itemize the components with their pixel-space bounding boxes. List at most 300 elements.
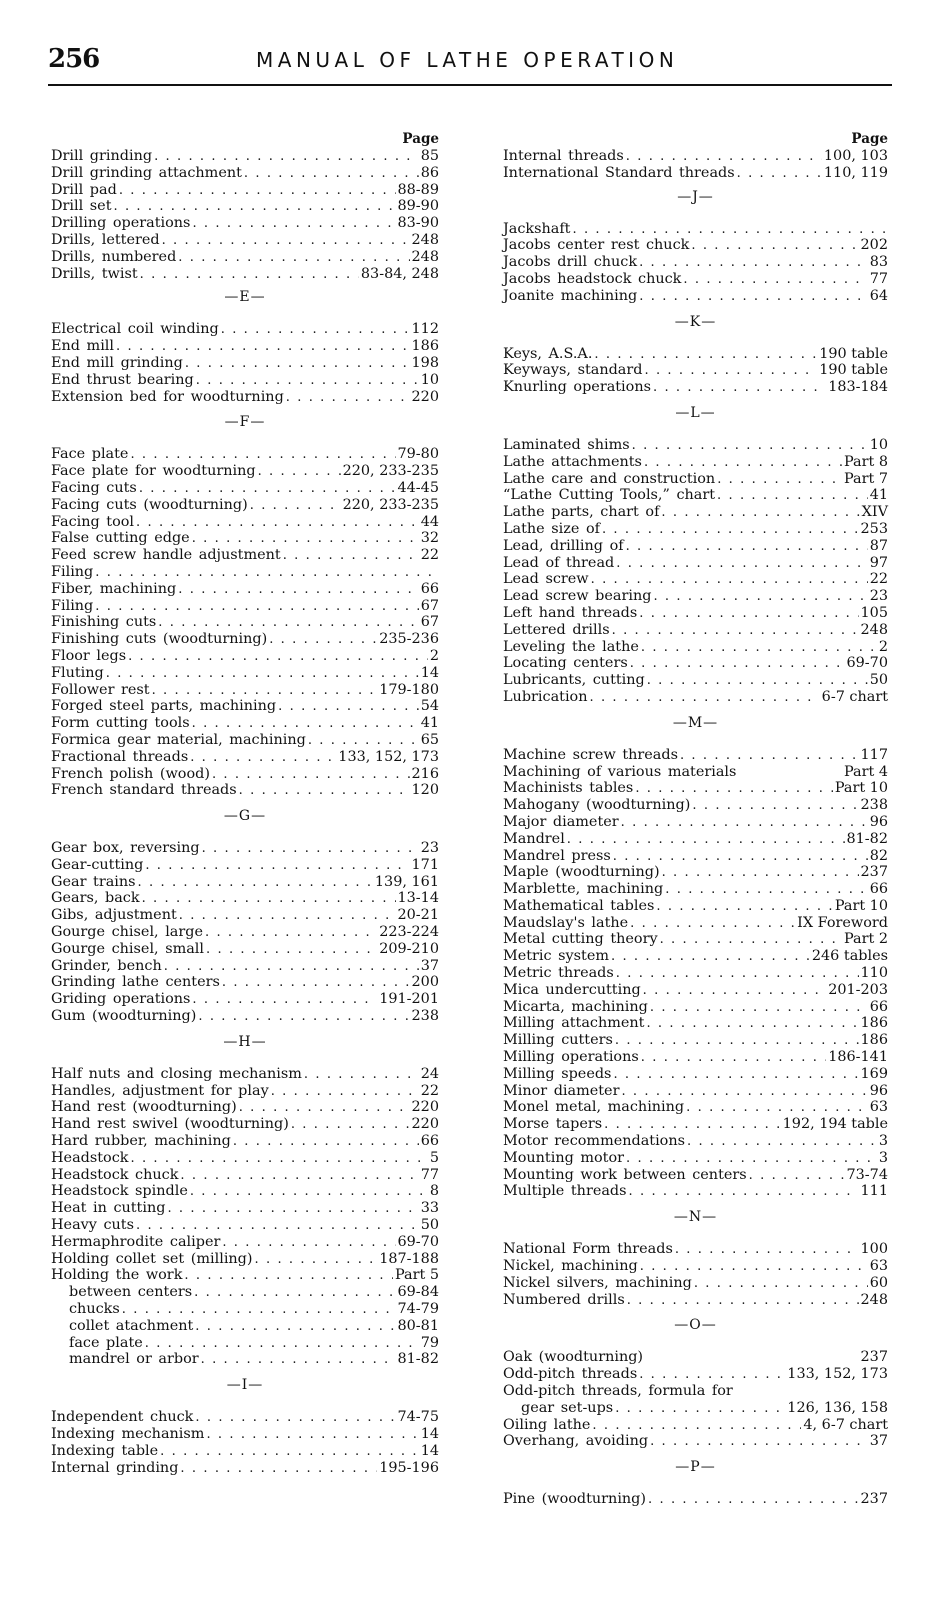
entry-page-ref: Part 5 (394, 1267, 439, 1284)
index-entry (51, 1133, 439, 1150)
dot-leader (686, 1100, 868, 1117)
index-entry (51, 1167, 439, 1184)
entry-term: Numbered drills (503, 1291, 625, 1308)
entry-term: Gear-cutting (51, 856, 144, 873)
dot-leader (244, 166, 419, 183)
entry-term: Drilling operations (51, 215, 191, 232)
dot-leader (196, 373, 419, 390)
entry-term: Internal grinding (51, 1459, 179, 1476)
entry-page-ref: Part 10 (834, 780, 888, 797)
dot-leader (604, 1117, 781, 1134)
entry-term: Face plate for woodturning (51, 463, 256, 480)
entry-term: Form cutting tools (51, 715, 190, 732)
dot-leader (212, 767, 410, 784)
index-entry (51, 389, 439, 406)
dot-leader (95, 599, 418, 616)
entry-page-ref: 13-14 (397, 890, 439, 907)
entry-term: between centers (69, 1284, 193, 1301)
index-entry (51, 564, 439, 581)
entry-page-ref: 50 (869, 672, 888, 689)
index-entry (51, 991, 439, 1008)
entry-page-ref: 10 (869, 436, 888, 453)
dot-leader (233, 1134, 419, 1151)
entry-page-ref: 79 (420, 1334, 439, 1351)
entry-page-ref: IX Foreword (797, 914, 888, 931)
index-entry (51, 338, 439, 355)
index-entry (51, 782, 439, 799)
index-entry (503, 814, 888, 831)
index-entry (503, 1292, 888, 1309)
entry-page-ref: 253 (860, 520, 888, 537)
entry-page-ref: 63 (869, 1099, 888, 1116)
index-subentry (51, 1351, 439, 1368)
dot-leader (640, 1259, 868, 1276)
entry-page-ref: 69-70 (846, 655, 888, 672)
dot-leader (162, 233, 410, 250)
index-entry (503, 454, 888, 471)
entry-page-ref: 6-7 chart (821, 688, 888, 705)
dot-leader (592, 1418, 801, 1435)
index-subentry (51, 1318, 439, 1335)
entry-term: Grinder, bench (51, 957, 162, 974)
entry-page-ref: 237 (860, 1349, 888, 1366)
entry-term: Milling attachment (503, 1015, 645, 1032)
index-entry (503, 931, 888, 948)
index-entry (51, 715, 439, 732)
dot-leader (119, 183, 396, 200)
entry-term: Metric threads (503, 965, 614, 982)
entry-page-ref: Part 2 (843, 931, 888, 948)
entry-term: Hand rest swivel (woodturning) (51, 1116, 289, 1133)
index-entry (51, 631, 439, 648)
entry-page-ref: 248 (860, 621, 888, 638)
index-entry (503, 1366, 888, 1383)
dot-leader (629, 1184, 859, 1201)
index-entry (503, 555, 888, 572)
index-entry (51, 732, 439, 749)
index-entry (51, 1217, 439, 1234)
entry-page-ref: 235-236 (379, 631, 439, 648)
entry-term: Nickel silvers, machining (503, 1274, 692, 1291)
entry-term: Filing (51, 563, 94, 580)
dot-leader (656, 899, 832, 916)
index-entry (503, 1083, 888, 1100)
dot-leader (221, 322, 410, 339)
entry-term: face plate (69, 1334, 143, 1351)
entry-page-ref: 195-196 (379, 1459, 439, 1476)
entry-page-ref: 79-80 (397, 446, 439, 463)
entry-page-ref: 3 (878, 1149, 888, 1166)
section-letter: —M— (672, 714, 719, 731)
index-entry (503, 1417, 888, 1434)
entry-term: Drills, twist (51, 265, 138, 282)
entry-page-ref: 238 (860, 797, 888, 814)
entry-page-ref: 246 tables (811, 948, 888, 965)
dot-leader (635, 781, 833, 798)
index-entry (503, 639, 888, 656)
entry-term: End mill (51, 338, 115, 355)
dot-leader (650, 1434, 868, 1451)
dot-leader (749, 1168, 845, 1185)
dot-leader (194, 1285, 395, 1302)
entry-page-ref: 24 (420, 1065, 439, 1082)
index-entry (503, 588, 888, 605)
index-entry (503, 982, 888, 999)
entry-term: Headstock chuck (51, 1166, 179, 1183)
entry-term: Jacobs headstock chuck (503, 270, 682, 287)
entry-page-ref: 186-141 (828, 1049, 888, 1066)
index-subentry (51, 1284, 439, 1301)
index-entry (503, 605, 888, 622)
dot-leader (626, 1151, 877, 1168)
index-entry (51, 530, 439, 547)
dot-leader (160, 1444, 419, 1461)
entry-term: Keys, A.S.A. (503, 345, 593, 362)
entry-term: Minor diameter (503, 1082, 620, 1099)
entry-term: Follower rest (51, 681, 150, 698)
dot-leader (250, 498, 341, 515)
index-entry (51, 497, 439, 514)
entry-term: Feed screw handle adjustment (51, 547, 281, 564)
entry-page-ref: 179-180 (379, 681, 439, 698)
entry-page-ref: 191-201 (379, 991, 439, 1008)
entry-page-ref: 64 (869, 287, 888, 304)
entry-term: Milling cutters (503, 1032, 613, 1049)
index-entry (503, 948, 888, 965)
index-entry (51, 321, 439, 338)
dot-leader (662, 865, 859, 882)
dot-leader (198, 1009, 409, 1026)
entry-page-ref: 96 (869, 813, 888, 830)
entry-term: Drill grinding (51, 148, 153, 164)
entry-page-ref: 202 (860, 237, 888, 254)
entry-term: mandrel or arbor (69, 1351, 199, 1368)
index-subentry (51, 1335, 439, 1352)
entry-term: Mounting work between centers (503, 1166, 747, 1183)
index-entry (51, 958, 439, 975)
entry-term: Lathe attachments (503, 453, 642, 470)
entry-term: Fractional threads (51, 748, 189, 765)
entry-term: Headstock (51, 1149, 129, 1166)
page-column-heading: Page (402, 131, 439, 147)
entry-page-ref: 190 table (819, 362, 888, 379)
dot-leader (271, 1084, 419, 1101)
index-entry (51, 165, 439, 182)
index-entry (503, 1066, 888, 1083)
entry-page-ref: 81-82 (397, 1351, 439, 1368)
entry-page-ref: 22 (869, 571, 888, 588)
entry-term: Lead screw bearing (503, 588, 652, 605)
entry-page-ref: 54 (420, 698, 439, 715)
dot-leader (639, 255, 868, 272)
index-entry (503, 237, 888, 254)
dot-leader (222, 975, 410, 992)
entry-page-ref: Part 4 (843, 763, 888, 780)
entry-term: Major diameter (503, 813, 619, 830)
dot-leader (621, 815, 868, 832)
index-entry (503, 1258, 888, 1275)
entry-page-ref: 248 (411, 231, 439, 248)
entry-page-ref: 33 (420, 1200, 439, 1217)
index-entry (503, 747, 888, 764)
dot-leader (180, 1168, 418, 1185)
entry-page-ref: 41 (869, 487, 888, 504)
dot-leader (136, 1218, 419, 1235)
entry-page-ref: 74-79 (397, 1301, 439, 1318)
index-entry (51, 148, 439, 165)
dot-leader (178, 582, 418, 599)
entry-term: Lathe size of (503, 520, 600, 537)
index-entry (51, 355, 439, 372)
dot-leader (106, 666, 419, 683)
entry-term: End mill grinding (51, 354, 183, 371)
dot-leader (675, 1242, 859, 1259)
entry-term: Lubricants, cutting (503, 672, 645, 689)
index-entry (503, 221, 888, 238)
index-entry (51, 1200, 439, 1217)
dot-leader (201, 1352, 396, 1369)
dot-leader (180, 1461, 377, 1478)
index-entry (51, 1460, 439, 1477)
entry-term: Knurling operations (503, 379, 651, 396)
entry-term: Gum (woodturning) (51, 1008, 197, 1025)
dot-leader (178, 250, 409, 267)
index-entry (503, 504, 888, 521)
dot-leader (190, 750, 336, 767)
index-entry (51, 941, 439, 958)
entry-page-ref: 83-84, 248 (360, 265, 439, 282)
entry-page-ref: 133, 152, 173 (338, 748, 439, 765)
index-entry (51, 840, 439, 857)
entry-page-ref: 44-45 (397, 479, 439, 496)
dot-leader (615, 1033, 859, 1050)
section-letter: —G— (223, 808, 267, 825)
index-entry (51, 1116, 439, 1133)
dot-leader (616, 556, 867, 573)
entry-page-ref: 110, 119 (823, 164, 888, 181)
dot-leader (648, 1492, 859, 1509)
index-entry (51, 682, 439, 699)
entry-term: Machinists tables (503, 780, 634, 797)
entry-term: Nickel, machining (503, 1258, 638, 1275)
entry-page-ref: 3 (878, 1133, 888, 1150)
entry-page-ref: 201-203 (828, 981, 888, 998)
right-index-column (503, 131, 888, 1508)
section-letter: —F— (224, 414, 266, 431)
entry-page-ref: 80-81 (397, 1317, 439, 1334)
page-column-heading: Page (851, 131, 888, 147)
index-entry (503, 1183, 888, 1200)
entry-term: Independent chuck (51, 1409, 194, 1426)
entry-term: Jacobs drill chuck (503, 254, 638, 271)
entry-term: Lead, drilling of (503, 537, 624, 554)
index-entry (51, 480, 439, 497)
dot-leader (641, 640, 877, 657)
entry-term: Laminated shims (503, 436, 630, 453)
index-entry (503, 1491, 888, 1508)
entry-page-ref: 8 (429, 1183, 439, 1200)
index-entry (503, 1133, 888, 1150)
index-entry (51, 1099, 439, 1116)
index-entry (503, 797, 888, 814)
dot-leader (641, 1050, 826, 1067)
entry-term: Monel metal, machining (503, 1099, 685, 1116)
entry-page-ref: 238 (411, 1008, 439, 1025)
entry-page-ref: 120 (411, 782, 439, 799)
dot-leader (647, 673, 868, 690)
entry-page-ref: 37 (869, 1433, 888, 1450)
dot-leader (639, 289, 867, 306)
index-entry (503, 1015, 888, 1032)
index-entry (503, 672, 888, 689)
entry-page-ref: 14 (420, 664, 439, 681)
entry-term: French standard threads (51, 782, 237, 799)
dot-leader (192, 216, 395, 233)
entry-page-ref: 22 (420, 1082, 439, 1099)
entry-term: Fiber, machining (51, 580, 177, 597)
entry-term: Metal cutting theory (503, 931, 658, 948)
entry-term: Gourge chisel, large (51, 924, 203, 941)
index-entry (51, 749, 439, 766)
entry-page-ref: 37 (420, 957, 439, 974)
entry-term: gear set-ups (521, 1399, 614, 1416)
entry-term: Hand rest (woodturning) (51, 1099, 237, 1116)
index-entry (503, 1167, 888, 1184)
index-entry (51, 1066, 439, 1083)
entry-page-ref: 67 (420, 597, 439, 614)
entry-term: Metric system (503, 948, 609, 965)
entry-page-ref: 100, 103 (823, 148, 888, 164)
entry-page-ref: 23 (869, 588, 888, 605)
entry-page-ref: 85 (420, 148, 439, 164)
entry-term: Drill pad (51, 181, 117, 198)
entry-page-ref: 220 (411, 388, 439, 405)
dot-leader (626, 149, 822, 166)
index-entry (51, 1150, 439, 1167)
index-subentry (51, 1301, 439, 1318)
entry-term: Facing tool (51, 513, 135, 530)
entry-term: Milling speeds (503, 1065, 612, 1082)
index-entry (51, 874, 439, 891)
entry-term: Heat in cutting (51, 1200, 166, 1217)
entry-term: “Lathe Cutting Tools,” chart (503, 487, 716, 504)
entry-term: Pine (woodturning) (503, 1491, 647, 1508)
dot-leader (269, 632, 377, 649)
dot-leader (567, 832, 845, 849)
entry-term: Grinding lathe centers (51, 974, 220, 991)
index-entry (503, 864, 888, 881)
entry-page-ref: 111 (860, 1183, 888, 1200)
index-entry (51, 614, 439, 631)
entry-term: Maudslay's lathe (503, 914, 629, 931)
dot-leader (717, 488, 868, 505)
entry-page-ref: 69-84 (397, 1284, 439, 1301)
entry-term: Mathematical tables (503, 897, 655, 914)
entry-page-ref: 126, 136, 158 (787, 1399, 888, 1416)
index-entry (51, 1409, 439, 1426)
entry-term: Drill set (51, 198, 112, 215)
section-letter: —N— (673, 1209, 718, 1226)
index-entry (51, 598, 439, 615)
entry-term: Joanite machining (503, 287, 638, 304)
entry-term: Forged steel parts, machining (51, 698, 277, 715)
entry-term: Gibs, adjustment (51, 907, 177, 924)
entry-page-ref: 169 (860, 1065, 888, 1082)
dot-leader (138, 875, 373, 892)
entry-page-ref: 200 (411, 974, 439, 991)
dot-leader (239, 783, 410, 800)
entry-term: Jackshaft (503, 220, 571, 237)
entry-page-ref: 112 (411, 321, 439, 338)
entry-term: Drills, lettered (51, 231, 160, 248)
entry-term: Formica gear material, machining (51, 731, 306, 748)
index-entry (51, 1267, 439, 1284)
index-entry (51, 1083, 439, 1100)
entry-page-ref: 44 (420, 513, 439, 530)
dot-leader (145, 858, 409, 875)
entry-term: Hard rubber, machining (51, 1133, 231, 1150)
entry-page-ref: 209-210 (379, 940, 439, 957)
entry-page-ref: 186 (411, 338, 439, 355)
entry-term: Lead of thread (503, 554, 615, 571)
entry-term: Lead screw (503, 571, 589, 588)
index-entry (503, 1349, 888, 1366)
index-entry (51, 463, 439, 480)
dot-leader (683, 272, 867, 289)
dot-leader (626, 539, 868, 556)
dot-leader (660, 932, 842, 949)
entry-term: Lettered drills (503, 621, 610, 638)
dot-leader (643, 983, 827, 1000)
dot-leader (680, 748, 859, 765)
index-entry (51, 372, 439, 389)
section-letter: —H— (223, 1033, 267, 1050)
dot-leader (632, 438, 868, 455)
index-entry (51, 698, 439, 715)
entry-term: End thrust bearing (51, 371, 194, 388)
entry-term: Drill grinding attachment (51, 164, 242, 181)
entry-term: French polish (wood) (51, 765, 210, 782)
page-header (48, 44, 892, 84)
entry-term: Gears, back (51, 890, 140, 907)
dot-leader (192, 992, 377, 1009)
entry-term: Internal threads (503, 148, 624, 164)
entry-page-ref: 4, 6-7 chart (803, 1416, 888, 1433)
index-entry (51, 581, 439, 598)
index-entry (503, 848, 888, 865)
entry-term: Mandrel press (503, 847, 611, 864)
index-entry (51, 446, 439, 463)
entry-term: Griding operations (51, 991, 191, 1008)
entry-page-ref: 198 (411, 354, 439, 371)
dot-leader (737, 166, 822, 183)
entry-term: Left hand threads (503, 604, 638, 621)
entry-page-ref: 220, 233-235 (342, 496, 439, 513)
index-entry (503, 471, 888, 488)
entry-term: Overhang, avoiding (503, 1433, 649, 1450)
dot-leader (661, 505, 859, 522)
dot-leader (687, 1134, 877, 1151)
dot-leader (291, 1117, 410, 1134)
dot-leader (308, 733, 419, 750)
entry-page-ref: 66 (420, 1133, 439, 1150)
entry-term: International Standard threads (503, 164, 735, 181)
index-entry (51, 547, 439, 564)
entry-term: Holding the work (51, 1267, 183, 1284)
index-entry (503, 689, 888, 706)
page-number: 256 (48, 44, 100, 74)
dot-leader (639, 1367, 785, 1384)
